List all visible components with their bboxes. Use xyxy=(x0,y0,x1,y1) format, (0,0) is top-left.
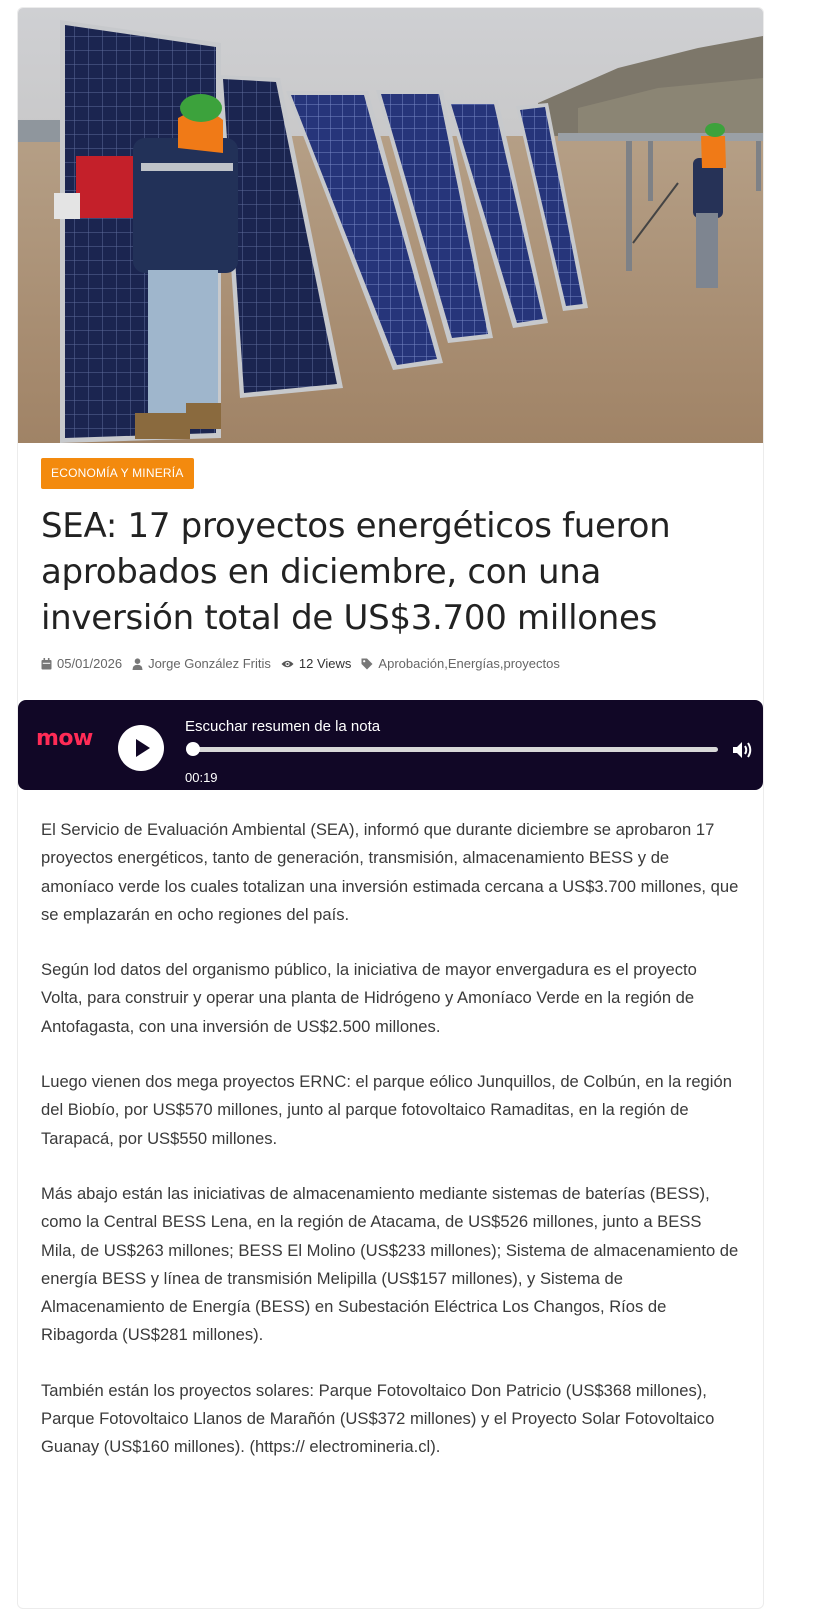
views-count: 12 Views xyxy=(298,656,352,671)
progress-thumb[interactable] xyxy=(186,742,200,756)
paragraph: Luego vienen dos mega proyectos ERNC: el parque eólico Junquillos, de Colbún, en la región del Biobío, por US$570 millones, junto al parque fotovoltaico Ramaditas, en la región de Tarapacá, por US$550 millones. xyxy=(41,1072,732,1148)
tag-link-aprobacion[interactable]: Aprobación xyxy=(378,656,445,671)
tag-icon xyxy=(361,658,373,670)
play-button[interactable] xyxy=(118,725,164,771)
meta-views xyxy=(281,656,352,671)
meta-tags xyxy=(361,656,559,671)
player-time: 00:19 xyxy=(185,770,218,785)
article-body xyxy=(41,816,741,1489)
tag-separator: , xyxy=(499,656,504,671)
hero-image xyxy=(18,8,763,443)
meta-author[interactable] xyxy=(132,656,271,671)
player-title: Escuchar resumen de la nota xyxy=(185,718,381,735)
play-icon xyxy=(118,725,164,771)
tag-link-energias[interactable]: Energías xyxy=(447,656,500,671)
calendar-icon xyxy=(41,658,52,670)
paragraph: Según lod datos del organismo público, la iniciativa de mayor envergadura es el proyecto Volta, para construir y operar una planta de Hidrógeno y Amoníaco Verde en la región de Antofagasta, con una inversión de US$2.500 millones. xyxy=(41,960,697,1036)
tag-link-proyectos[interactable]: proyectos xyxy=(503,656,560,671)
paragraph: Más abajo están las iniciativas de almacenamiento mediante sistemas de baterías (BESS), como la Central BESS Lena, en la región de Atacama, de US$526 millones, junto a BESS Mila, de US$263 millones; BESS El Molino (US$233 millones); Sistema de almacenamiento de energía BESS y línea de transmisión Melipilla (US$157 millones), y Sistema de Almacenamiento de Energía (BESS) en Subestación Eléctrica Los Changos, Ríos de Ribagorda (US$281 millones). xyxy=(41,1183,739,1345)
progress-track[interactable] xyxy=(188,747,718,752)
date-text: 05/01/2026 xyxy=(57,656,123,671)
article-card xyxy=(17,7,764,1609)
paragraph: También están los proyectos solares: Parque Fotovoltaico Don Patricio (US$368 millones), Parque Fotovoltaico Llanos de Marañón (US$372 millones) y el Proyecto Solar Fotovoltaico Guanay (US$160 millones). (https:// electromineria.cl). xyxy=(41,1380,715,1457)
mow-logo: mow xyxy=(36,726,93,751)
paragraph: El Servicio de Evaluación Ambiental (SEA), informó que durante diciembre se aprobaron 17 proyectos energéticos, tanto de generación, transmisión, almacenamiento BESS y de amoníaco verde los cuales totalizan una inversión estimada cercana a US$3.700 millones, que se emplazarán en ocho regiones del país. xyxy=(41,820,739,924)
author-name[interactable]: Jorge González Fritis xyxy=(148,656,271,671)
user-icon xyxy=(132,658,143,670)
article-meta xyxy=(41,656,570,671)
tag-separator: , xyxy=(444,656,448,671)
eye-icon xyxy=(281,659,294,669)
meta-date xyxy=(41,656,122,671)
volume-icon[interactable] xyxy=(731,740,755,765)
article-title: SEA: 17 proyectos energéticos fueron aprobados en diciembre, con una inversión total de US$3.700 millones xyxy=(41,506,671,638)
category-badge[interactable]: ECONOMÍA Y MINERÍA xyxy=(41,458,194,489)
